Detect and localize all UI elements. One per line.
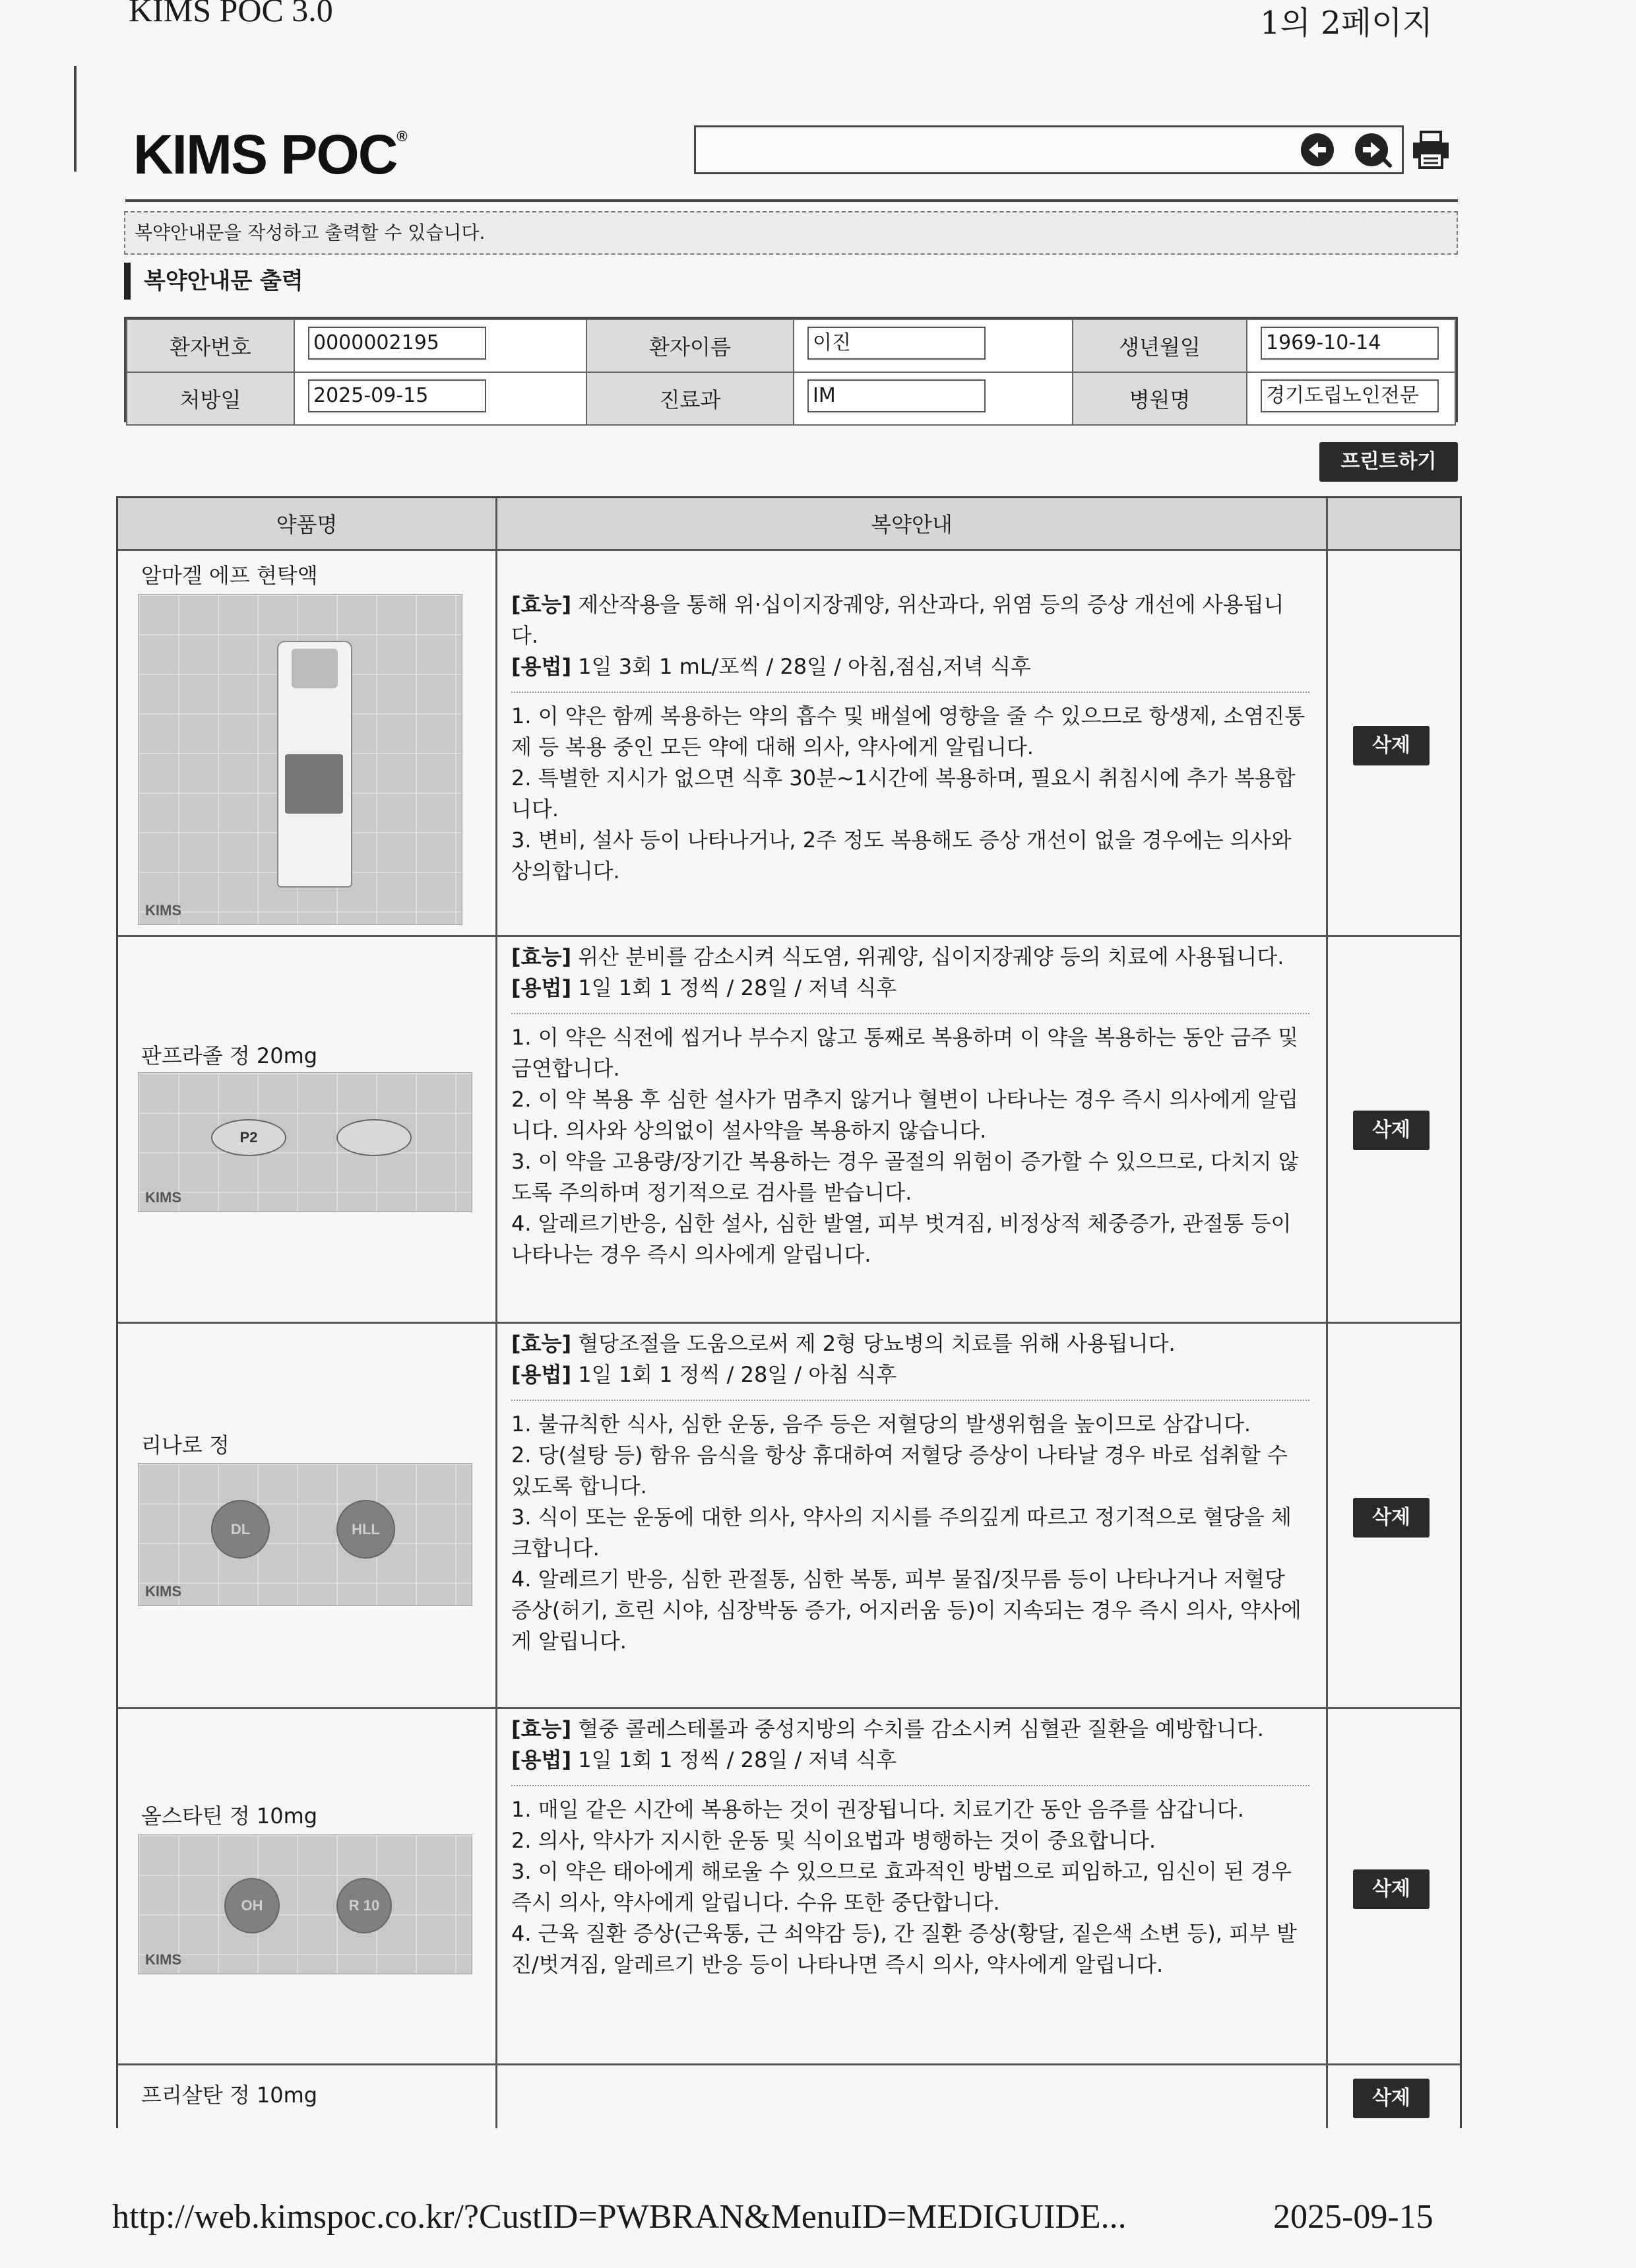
pill: P2 — [211, 1119, 286, 1156]
drug-notes: 1. 불규칙한 식사, 심한 운동, 음주 등은 저혈당의 발생위험을 높이므로 삼갑니다. 2. 당(설탕 등) 함유 음식을 항상 휴대하여 저혈당 증상이 나타날 경우 바로 섭취할 수 있도록 합니다. 3. 식이 또는 운동에 대한 의사, 약사의 지시를 주의깊게 따르고 정기적으로 혈당을 체크합니다. 4. 알레르기 반응, 심한 관절통, 심한 복통, 피부 물집/짓무름 등이 나타나거나 저혈당 증상(허기, 흐린 시야, 심장박동 증가, 어지러움 등)이 지속되는 경우 즉시 의사, 약사에게 알립니다. — [511, 1411, 1302, 1654]
kims-watermark: KIMS — [145, 902, 181, 919]
pill: HLL — [336, 1500, 395, 1559]
birthdate-field[interactable]: 1969-10-14 — [1261, 327, 1439, 360]
drug-notes: 1. 이 약은 식전에 씹거나 부수지 않고 통째로 복용하며 이 약을 복용하는 동안 금주 및 금연합니다. 2. 이 약 복용 후 심한 설사가 멈추지 않거나 혈변이 나타나는 경우 즉시 의사에게 알립니다. 의사와 상의없이 설사약을 복용하지 않습니다. 3. 이 약을 고용량/장기간 복용하는 경우 골절의 위험이 증가할 수 있으므로, 다치지 않도록 주의하며 정기적으로 검사를 받습니다. 4. 알레르기반응, 심한 설사, 심한 발열, 피부 벗겨짐, 비정상적 체중증가, 관절통 등이 나타나는 경우 즉시 의사에게 알립니다. — [511, 1025, 1299, 1267]
hospital-label: 병원명 — [1073, 372, 1247, 425]
department-label: 진료과 — [586, 372, 794, 425]
printer-icon[interactable] — [1410, 129, 1451, 170]
back-arrow-icon[interactable] — [1300, 132, 1335, 168]
drug-guide: [효능] 혈당조절을 도움으로써 제 2형 당뇨병의 치료를 위해 사용됩니다. [용법] 1일 1회 1 정씩 / 28일 / 아침 식후 1. 불규칙한 식사, 심한 운동, 음주 등은 저혈당의 발생위험을 높이므로 삼갑니다. 2. 당(설탕 등) 함유 음식을 항상 휴대하여 저혈당 증상이 나타날 경우 바로 섭취할 수 있도록 합니다. 3. 식이 또는 운동에 대한 의사, 약사의 지시를 주의깊게 따르고 정기적으로 혈당을 체크합니다. 4. 알레르기 반응, 심한 관절통, 심한 복통, 피부 물집/짓무름 등이 나타나거나 저혈당 증상(허기, 흐린 시야, 심장박동 증가, 어지러움 등)이 지속되는 경우 즉시 의사, 약사에게 알립니다. — [511, 1328, 1309, 1657]
forward-arrow-icon[interactable] — [1354, 132, 1389, 168]
delete-button[interactable]: 삭제 — [1353, 2079, 1430, 2118]
drug-notes: 1. 이 약은 함께 복용하는 약의 흡수 및 배설에 영향을 줄 수 있으므로 항생제, 소염진통제 등 복용 중인 모든 약에 대해 의사, 약사에게 알립니다. 2. 특별한 지시가 없으면 식후 30분~1시간에 복용하며, 필요시 취침시에 추가 복용합니다. 3. 변비, 설사 등이 나타나거나, 2주 정도 복용해도 증상 개선이 없을 경우에는 의사와 상의합니다. — [511, 703, 1306, 884]
delete-button[interactable]: 삭제 — [1353, 1498, 1430, 1538]
pill — [336, 1119, 412, 1156]
delete-button[interactable]: 삭제 — [1353, 1111, 1430, 1150]
prescription-date-label: 처방일 — [127, 372, 294, 425]
patient-id-field[interactable]: 0000002195 — [308, 327, 486, 360]
notice-text: 복약안내문을 작성하고 출력할 수 있습니다. — [124, 211, 1458, 255]
section-title: 복약안내문 출력 — [124, 263, 303, 300]
patient-id-label: 환자번호 — [127, 319, 294, 372]
drug-image — [138, 1463, 472, 1606]
drug-image — [138, 1834, 472, 1974]
print-footer — [112, 2197, 1537, 2237]
patient-name-field[interactable]: 이진 — [807, 327, 986, 360]
delete-button[interactable]: 삭제 — [1353, 726, 1430, 765]
kims-watermark: KIMS — [145, 1583, 181, 1600]
drug-name: 리나로 정 — [141, 1433, 230, 1458]
drug-name: 올스타틴 정 10mg — [141, 1803, 318, 1829]
guide-header: 복약안내 — [497, 498, 1326, 551]
print-header — [0, 0, 1636, 40]
print-button[interactable]: 프린트하기 — [1319, 442, 1458, 482]
brand-bar — [125, 112, 1458, 198]
patient-name-label: 환자이름 — [586, 319, 794, 372]
print-date: 2025-09-15 — [1273, 2198, 1433, 2236]
kims-watermark: KIMS — [145, 1189, 181, 1206]
action-header — [1328, 498, 1460, 551]
drug-guide: [효능] 제산작용을 통해 위·십이지장궤양, 위산과다, 위염 등의 증상 개선에 사용됩니다. [용법] 1일 3회 1 mL/포씩 / 28일 / 아침,점심,저녁 식후 1. 이 약은 함께 복용하는 약의 흡수 및 배설에 영향을 줄 수 있으므로 항생제, 소염진통제 등 복용 중인 모든 약에 대해 의사, 약사에게 알립니다. 2. 특별한 지시가 없으면 식후 30분~1시간에 복용하며, 필요시 취침시에 추가 복용합니다. 3. 변비, 설사 등이 나타나거나, 2주 정도 복용해도 증상 개선이 없을 경우에는 의사와 상의합니다. — [511, 589, 1309, 887]
kims-watermark: KIMS — [145, 1951, 181, 1968]
scan-mark — [74, 66, 77, 172]
drug-name: 알마겔 에프 현탁액 — [141, 563, 318, 588]
drug-notes: 1. 매일 같은 시간에 복용하는 것이 권장됩니다. 치료기간 동안 음주를 삼갑니다. 2. 의사, 약사가 지시한 운동 및 식이요법과 병행하는 것이 중요합니다. 3. 이 약은 태아에게 해로울 수 있으므로 효과적인 방법으로 피임하고, 임신이 된 경우 즉시 의사, 약사에게 알립니다. 수유 또한 중단합니다. 4. 근육 질환 증상(근육통, 근 쇠약감 등), 간 질환 증상(황달, 짙은색 소변 등), 피부 발진/벗겨짐, 알레르기 반응 등이 나타나면 즉시 의사, 약사에게 알립니다. — [511, 1797, 1297, 1977]
patient-info-table — [124, 317, 1458, 422]
kims-poc-logo[interactable]: KIMS POC® — [133, 123, 406, 185]
prescription-date-field[interactable]: 2025-09-15 — [308, 379, 486, 412]
drug-name-header: 약품명 — [118, 498, 495, 551]
print-header-title: KIMS POC 3.0 — [129, 0, 333, 28]
birthdate-label: 생년월일 — [1073, 319, 1247, 372]
department-field[interactable]: IM — [807, 379, 986, 412]
drug-guide-table — [116, 496, 1462, 2128]
drug-guide: [효능] 위산 분비를 감소시켜 식도염, 위궤양, 십이지장궤양 등의 치료에 사용됩니다. [용법] 1일 1회 1 정씩 / 28일 / 저녁 식후 1. 이 약은 식전에 씹거나 부수지 않고 통째로 복용하며 이 약을 복용하는 동안 금주 및 금연합니다. 2. 이 약 복용 후 심한 설사가 멈추지 않거나 혈변이 나타나는 경우 즉시 의사에게 알립니다. 의사와 상의없이 설사약을 복용하지 않습니다. 3. 이 약을 고용량/장기간 복용하는 경우 골절의 위험이 증가할 수 있으므로, 다치지 않도록 주의하며 정기적으로 검사를 받습니다. 4. 알레르기반응, 심한 설사, 심한 발열, 피부 벗겨짐, 비정상적 체중증가, 관절통 등이 나타나는 경우 즉시 의사에게 알립니다. — [511, 942, 1309, 1270]
pill: DL — [211, 1500, 270, 1559]
drug-name: 판프라졸 정 20mg — [141, 1043, 318, 1068]
hospital-field[interactable]: 경기도립노인전문 — [1261, 379, 1439, 412]
drug-image — [138, 1072, 472, 1212]
drug-name: 프리살탄 정 10mg — [141, 2083, 318, 2108]
print-url: http://web.kimspoc.co.kr/?CustID=PWBRAN&MenuID=MEDIGUIDE... — [112, 2198, 1127, 2236]
header-divider — [125, 199, 1458, 202]
print-page-number: 1의 2페이지 — [1260, 5, 1433, 42]
pill: OH — [224, 1878, 280, 1933]
delete-button[interactable]: 삭제 — [1353, 1869, 1430, 1909]
pill: R 10 — [336, 1878, 392, 1933]
medicine-pouch — [277, 641, 352, 888]
search-input[interactable] — [694, 125, 1404, 174]
drug-image — [138, 594, 462, 925]
drug-guide: [효능] 혈중 콜레스테롤과 중성지방의 수치를 감소시켜 심혈관 질환을 예방합니다. [용법] 1일 1회 1 정씩 / 28일 / 저녁 식후 1. 매일 같은 시간에 복용하는 것이 권장됩니다. 치료기간 동안 음주를 삼갑니다. 2. 의사, 약사가 지시한 운동 및 식이요법과 병행하는 것이 중요합니다. 3. 이 약은 태아에게 해로울 수 있으므로 효과적인 방법으로 피임하고, 임신이 된 경우 즉시 의사, 약사에게 알립니다. 수유 또한 중단합니다. 4. 근육 질환 증상(근육통, 근 쇠약감 등), 간 질환 증상(황달, 짙은색 소변 등), 피부 발진/벗겨짐, 알레르기 반응 등이 나타나면 즉시 의사, 약사에게 알립니다. — [511, 1714, 1309, 1980]
